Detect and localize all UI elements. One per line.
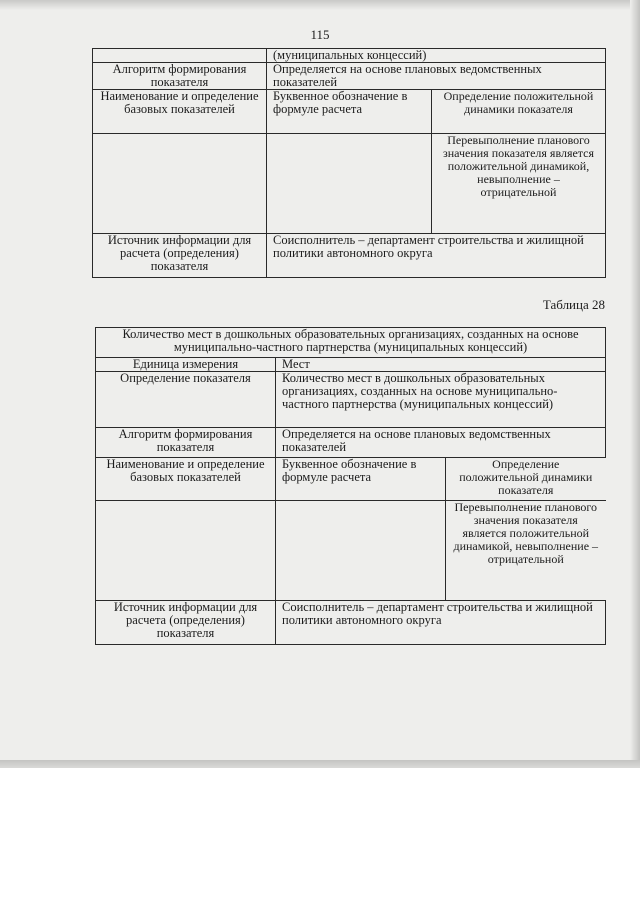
dynamics-label: Определение положительной динамики показателя <box>446 458 606 501</box>
table-row <box>96 372 606 428</box>
table-row <box>96 501 606 601</box>
indicator-title: Количество мест в дошкольных образовательных организациях, созданных на основе муниципально-частного партнерства (муниципальных концессий) <box>96 328 606 358</box>
source-label: Источник информации для расчета (определения) показателя <box>96 601 276 645</box>
formula-label: Буквенное обозначение в формуле расчета <box>267 90 432 134</box>
definition-label: Определение показателя <box>96 372 276 428</box>
empty-cell <box>267 134 432 234</box>
algorithm-label: Алгоритм формирования показателя <box>93 63 267 90</box>
table-row <box>93 90 606 134</box>
dynamics-value: Перевыполнение планового значения показателя является положительной динамикой, невыполнение – отрицательной <box>446 501 606 601</box>
base-indicators-label: Наименование и определение базовых показателей <box>93 90 267 134</box>
source-label: Источник информации для расчета (определения) показателя <box>93 234 267 278</box>
algorithm-value: Определяется на основе плановых ведомственных показателей <box>276 428 606 458</box>
table-row <box>96 328 606 358</box>
table-row <box>93 134 606 234</box>
table-row <box>93 63 606 90</box>
empty-cell <box>93 49 267 63</box>
table-row <box>96 458 606 501</box>
unit-value: Мест <box>276 358 606 372</box>
table-row <box>93 234 606 278</box>
definition-value: Количество мест в дошкольных образовательных организациях, созданных на основе муниципально-частного партнерства (муниципальных концессий) <box>276 372 606 428</box>
indicator-table-continued <box>92 48 606 278</box>
table-caption: Таблица 28 <box>542 297 605 312</box>
scan-shadow-bottom <box>0 760 640 768</box>
source-value: Соисполнитель – департамент строительства и жилищной политики автономного округа <box>276 601 606 645</box>
empty-cell <box>93 134 267 234</box>
source-value: Соисполнитель – департамент строительства и жилищной политики автономного округа <box>267 234 606 278</box>
unit-label: Единица измерения <box>96 358 276 372</box>
table-row <box>96 428 606 458</box>
scan-shadow-top <box>0 0 640 10</box>
base-indicators-label: Наименование и определение базовых показателей <box>96 458 276 501</box>
dynamics-value: Перевыполнение планового значения показателя является положительной динамикой, невыполнение – отрицательной <box>432 134 606 234</box>
empty-cell <box>96 501 276 601</box>
empty-cell <box>276 501 446 601</box>
page-number: 115 <box>310 27 330 42</box>
indicator-table-28 <box>95 327 606 645</box>
dynamics-label: Определение положительной динамики показателя <box>432 90 606 134</box>
scan-shadow-right <box>630 0 640 768</box>
formula-label: Буквенное обозначение в формуле расчета <box>276 458 446 501</box>
table-row <box>96 358 606 372</box>
continued-title: (муниципальных концессий) <box>267 49 606 63</box>
table-row <box>96 601 606 645</box>
table-row <box>93 49 606 63</box>
algorithm-value: Определяется на основе плановых ведомственных показателей <box>267 63 606 90</box>
algorithm-label: Алгоритм формирования показателя <box>96 428 276 458</box>
